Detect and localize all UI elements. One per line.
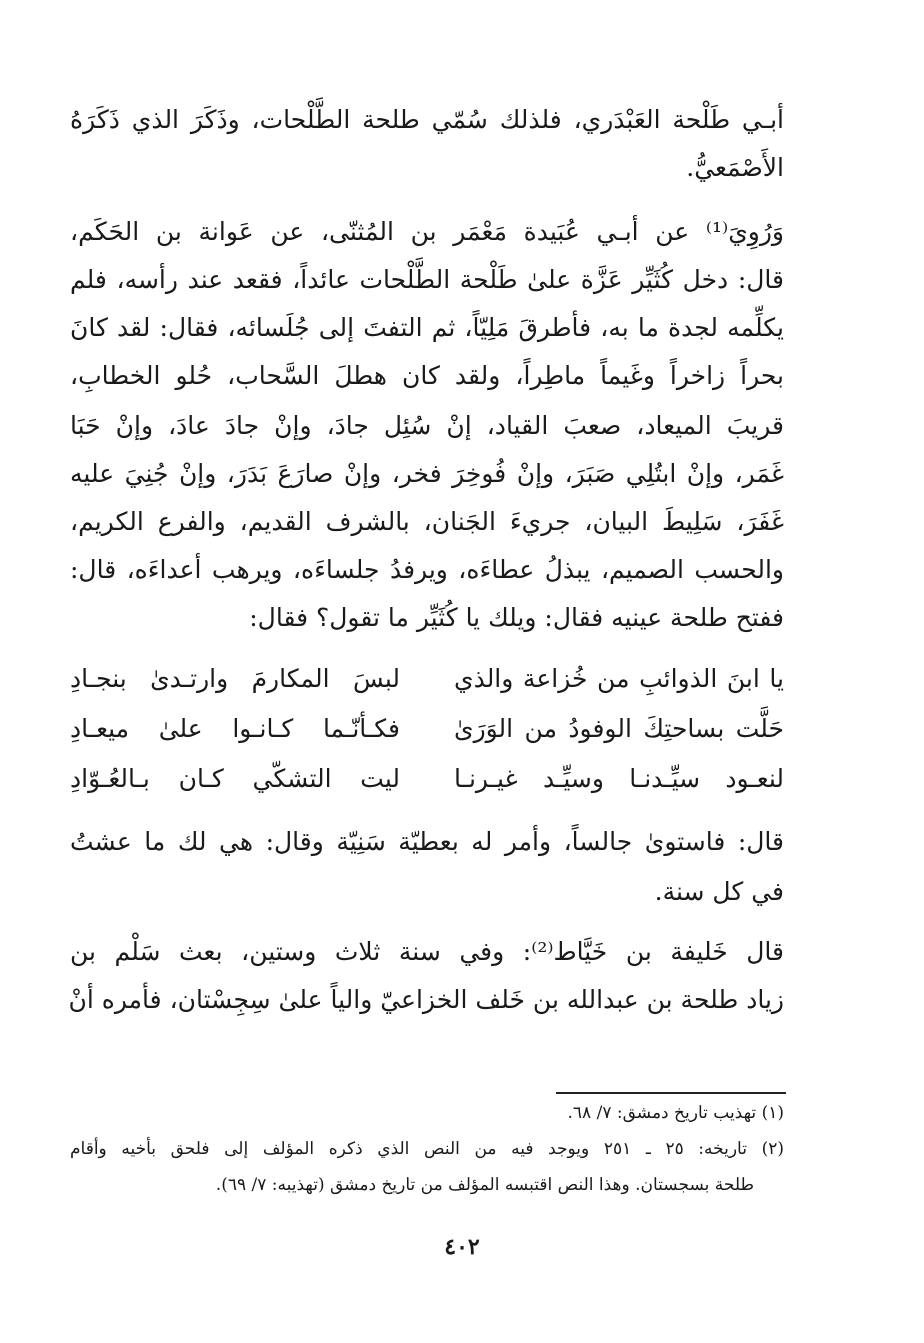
verse-row [70,656,784,702]
footnote-1: (١) تهذيب تاريخ دمشق: ٧/ ٦٨. [567,1103,784,1123]
page-number: ٤٠٢ [444,1234,480,1260]
verse-row [70,756,784,802]
verse-first-hemistich: لنعـود سيِّـدنـا وسيِّـد غيـرنـا [454,764,784,793]
text-line: قال: فاستوىٰ جالساً، وأمر له بعطيّة سَنِيّة وقال: هي لك ما عشتُ [70,827,784,856]
text-line: بحراً زاخراً وغَيماً ماطِراً، ولقد كان هطلَ السَّحاب، حُلو الخطابِ، [70,361,784,390]
text-line: يكلِّمه لجدة ما به، فأطرقَ مَلِيّاً، ثم التفتَ إلى جُلَسائه، فقال: لقد كانَ [70,313,784,342]
text-line: والحسب الصميم، يبذلُ عطاءَه، ويرفدُ جلساءَه، ويرهب أعداءَه، قال: [70,555,784,584]
text-line: قريبَ الميعاد، صعبَ القياد، إنْ سُئِل جادَ، وإنْ جادَ عادَ، وإنْ حَبَا [70,411,784,440]
text-line: غَمَر، وإنْ ابتُلِي صَبَرَ، وإنْ فُوخِرَ فخر، وإنْ صارَعَ بَدَرَ، وإنْ جُنِيَ عليه [70,459,784,488]
verse-second-hemistich: لبسَ المكارمَ وارتـدىٰ بنجـادِ [70,664,400,693]
verse-first-hemistich: حَلَّت بساحتِكَ الوفودُ من الوَرَىٰ [454,714,784,743]
text-line: غَفَرَ، سَلِيطَ البيان، جريءَ الجَنان، بالشرف القديم، والفرع الكريم، [70,507,784,536]
text-line: قال خَليفة بن خَيَّاط⁽²⁾: وفي سنة ثلاث وستين، بعث سَلْم بن [70,937,785,966]
text-line: وَرُوِيَ⁽¹⁾ عن أبـي عُبَيدة مَعْمَر بن المُثنّى، عن عَوانة بن الحَكَم، [70,217,784,246]
footnote-separator [556,1092,786,1094]
verse-row [70,706,784,752]
text-line: أبـي طَلْحة العَبْدَري، فلذلك سُمّي طلحة الطَّلْحات، وذَكَرَ الذي ذَكَرَهُ [70,105,784,134]
text-line: الأَصْمَعيُّ. [686,153,784,182]
text-line: زياد طلحة بن عبدالله بن خَلف الخزاعيّ والياً علىٰ سِجِسْتان، فأمره أنْ [68,985,784,1014]
verse-second-hemistich: فكـأنّـما كـانـوا علىٰ ميعـادِ [70,714,400,743]
text-line: ففتح طلحة عينيه فقال: ويلك يا كُثَيِّر ما تقول؟ فقال: [249,603,784,632]
footnote-2-continuation: طلحة بسجستان. وهذا النص اقتبسه المؤلف من تاريخ دمشق (تهذيبه: ٧/ ٦٩). [215,1175,754,1195]
text-line: قال: دخل كُثَيِّر عَزَّة علىٰ طَلْحة الطَّلْحات عائداً، فقعد عند رأسه، فلم [70,265,784,294]
verse-second-hemistich: ليت التشكّي كـان بـالعُـوّادِ [70,764,400,793]
verse-first-hemistich: يا ابنَ الذوائبِ من خُزاعة والذي [454,664,784,693]
text-line: في كل سنة. [654,877,784,906]
footnote-2: (٢) تاريخه: ٢٥ ـ ٢٥١ ويوجد فيه من النص الذي ذكره المؤلف إلى فلحق بأخيه وأقام [70,1139,784,1159]
